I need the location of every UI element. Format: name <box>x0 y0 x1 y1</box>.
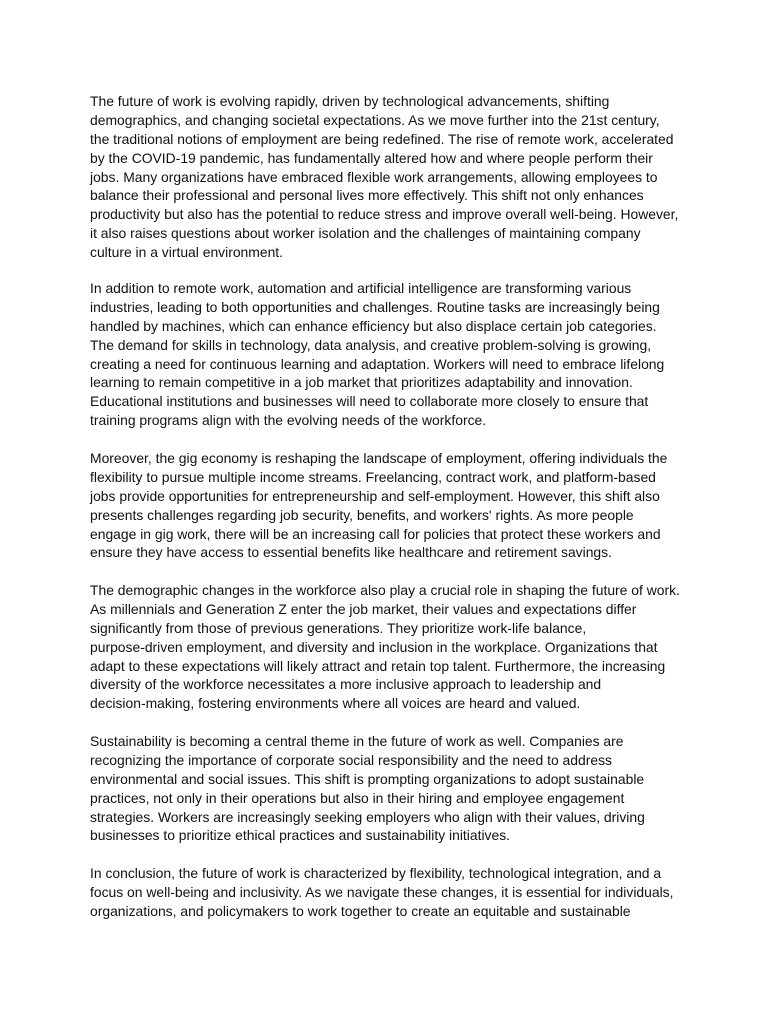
paragraph-line: decision-making, fostering environments where all voices are heard and valued. <box>90 695 581 712</box>
paragraph-line: it also raises questions about worker isolation and the challenges of maintaining company <box>90 225 641 242</box>
paragraph-line: strategies. Workers are increasingly seeking employers who align with their values, driving <box>90 808 645 825</box>
paragraph-line: practices, not only in their operations but also in their hiring and employee engagement <box>90 789 625 806</box>
paragraph-line: significantly from those of previous generations. They prioritize work-life balance, <box>90 619 587 636</box>
paragraph-line: As millennials and Generation Z enter the job market, their values and expectations differ <box>90 600 637 617</box>
paragraph-line: adapt to these expectations will likely attract and retain top talent. Furthermore, the increasing <box>90 657 666 674</box>
paragraph-line: ensure they have access to essential benefits like healthcare and retirement savings. <box>90 544 612 561</box>
paragraph-line: diversity of the workforce necessitates a more inclusive approach to leadership and <box>90 676 602 693</box>
paragraph-line: In conclusion, the future of work is characterized by flexibility, technological integration, and a <box>90 865 662 881</box>
paragraph-line: organizations, and policymakers to work together to create an equitable and sustainable <box>90 902 631 919</box>
paragraph-line: In addition to remote work, automation and artificial intelligence are transforming various <box>90 280 632 296</box>
paragraph-line: The demographic changes in the workforce also play a crucial role in shaping the future of work. <box>90 582 680 598</box>
paragraph-line: balance their professional and personal lives more effectively. This shift not only enhances <box>90 187 644 204</box>
paragraph-line: flexibility to pursue multiple income streams. Freelancing, contract work, and platform-based <box>90 468 656 485</box>
paragraph-line: Sustainability is becoming a central theme in the future of work as well. Companies are <box>90 733 624 749</box>
paragraph-line: culture in a virtual environment. <box>90 244 284 261</box>
paragraph-line: Educational institutions and businesses will need to collaborate more closely to ensure that <box>90 393 649 410</box>
paragraph-line: The demand for skills in technology, data analysis, and creative problem-solving is growing, <box>90 336 652 353</box>
paragraph-demographics <box>90 581 680 713</box>
paragraph-sustainability <box>90 732 645 845</box>
paragraph-line: productivity but also has the potential to reduce stress and improve overall well-being. However, <box>90 206 679 223</box>
paragraph-line: environmental and social issues. This shift is prompting organizations to adopt sustainable <box>90 770 645 787</box>
paragraph-line: businesses to prioritize ethical practices and sustainability initiatives. <box>90 827 511 844</box>
paragraph-line: demographics, and changing societal expectations. As we move further into the 21st century, <box>90 111 660 128</box>
paragraph-line: handled by machines, which can enhance efficiency but also displace certain job categories. <box>90 317 657 334</box>
paragraph-line: industries, leading to both opportunities and challenges. Routine tasks are increasingly being <box>90 298 660 315</box>
paragraph-line: jobs provide opportunities for entrepreneurship and self-employment. However, this shift also <box>90 487 660 504</box>
paragraph-line: by the COVID-19 pandemic, has fundamentally altered how and where people perform their <box>90 149 653 166</box>
paragraph-remote-work <box>90 92 678 262</box>
paragraph-line: creating a need for continuous learning and adaptation. Workers will need to embrace lifelong <box>90 355 665 372</box>
paragraph-line: jobs. Many organizations have embraced flexible work arrangements, allowing employees to <box>90 168 658 185</box>
paragraph-line: focus on well-being and inclusivity. As we navigate these changes, it is essential for individuals, <box>90 883 674 900</box>
paragraph-line: training programs align with the evolving needs of the workforce. <box>90 412 487 429</box>
paragraph-line: purpose-driven employment, and diversity and inclusion in the workplace. Organizations that <box>90 638 658 655</box>
paragraph-gig-economy <box>90 449 667 562</box>
paragraph-conclusion <box>90 864 673 921</box>
paragraph-automation <box>90 279 664 430</box>
paragraph-line: Moreover, the gig economy is reshaping the landscape of employment, offering individuals the <box>90 450 668 466</box>
paragraph-line: presents challenges regarding job security, benefits, and workers' rights. As more people <box>90 506 634 523</box>
paragraph-line: recognizing the importance of corporate social responsibility and the need to address <box>90 751 612 768</box>
paragraph-line: The future of work is evolving rapidly, driven by technological advancements, shifting <box>90 93 610 109</box>
paragraph-line: the traditional notions of employment are being redefined. The rise of remote work, accelerated <box>90 130 674 147</box>
paragraph-line: learning to remain competitive in a job market that prioritizes adaptability and innovation. <box>90 374 633 391</box>
paragraph-line: engage in gig work, there will be an increasing call for policies that protect these workers and <box>90 525 661 542</box>
